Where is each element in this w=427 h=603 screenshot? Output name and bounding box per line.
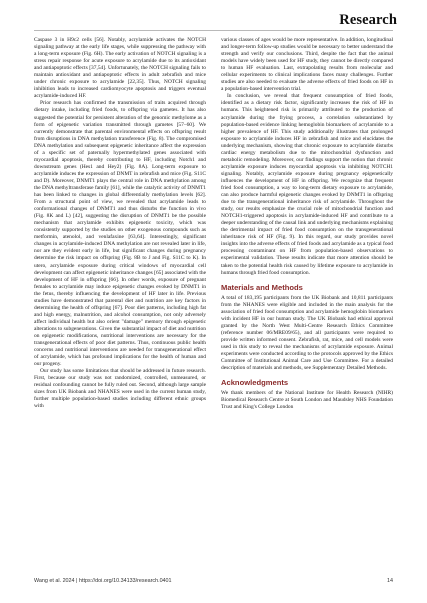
paragraph: In conclusion, we reveal that frequent consumption of fried foods, identified as a dietary risk factor, significantly increases the risk of HF in humans. This heightened risk is primarily attributed to the production of acrylamide during the frying process, a correlation substantiated by population-based evidence linking hemoglobin biomarkers of acrylamide to a higher prevalence of HF. This study additionally illustrates that prolonged exposure to acrylamide induces HF in zebrafish and mice and elucidates the underlying mechanism, showing that chronic exposure to acrylamide disturbs cardiac energy metabolism due to the mitochondrial dysfunction and metabolic remodeling. Moreover, our findings support the notion that chronic acrylamide exposure induces myocardial apoptosis via inhibiting NOTCH1 signaling. Notably, acrylamide exposure during pregnancy epigenetically influences the development of HF in offspring. We recognize that frequent fried food consumption, a way to long-term dietary exposure to acrylamide, can also produce harmful epigenetic changes evoked by DNMT1 in offspring due to the transgenerational inheritance risk of acrylamide. Throughout the study, our results emphasize the crucial role of mitochondrial function and NOTCH1-triggered apoptosis in acrylamide-induced HF and contribute to a deeper understanding of the causal link and underlying mechanisms explaining the detrimental impact of fried food consumption on the transgenerational inheritance risk of HF (Fig. 9). In this regard, our study provides novel insights into the adverse effects of fried foods and acrylamide as a typical food processing contaminant on HF from population-based observations to experimental validation. These results indicate that more attention should be taken to the potential health risk caused by lifetime exposure to acrylamide in humans through fried food consumption. <box>221 93 393 276</box>
paragraph: Caspase 3 in H9c2 cells [56]. Notably, acrylamide activates the NOTCH signaling pathway at the early life stages, while suppressing the pathway with a long-term exposure (Fig. 6H). The early activation of NOTCH signaling is a stress repair response for acute exposure to acrylamide due to its antioxidant and antiapoptotic effects [37,54]. Unfortunately, the NOTCH signaling fails to maintain antioxidant and antiapoptotic effects in adult zebrafish and mice under chronic exposure to acrylamide [22,35]. Thus, NOTCH signaling inhibition leads to increased cardiomyocyte apoptosis and triggers eventual acrylamide-induced HF. <box>34 37 206 100</box>
right-column <box>221 37 393 411</box>
page-footer <box>34 578 393 584</box>
left-column <box>34 37 206 410</box>
paragraph: Prior research has confirmed the transmission of traits acquired through dietary intake, including fried foods, to offspring via gametes. It has also suggested the potential for persistent alteration of the genomic methylome as a form of epigenetic variation transmitted through gametes [57–60]. We currently demonstrate that parental environmental effects on offspring result from disruptions in DNA methylation transference (Fig. 8). The compromised DNA methylation and subsequent epigenetic inheritance affect the expression of a specific set of paternally hypermethylated genes associated with myocardial apoptosis, thereby contributing to HF, including Notch1 and downstream genes (Hes1 and Hey2) (Fig. 8A). Long-term exposure to acrylamide induces the expression of DNMT in zebrafish and mice (Fig. S11C and D). Moreover, DNMT1 plays the central role in DNA methylation among the DNA methyltransferase family [61], while the catalytic activity of DNMT1 has been linked to changes in global differentially methylation levels [62]. From a structural point of view, we revealed that acrylamide leads to conformational changes of DNMT1 and thus disturbs the function in vivo (Fig. 8K and L) [42], suggesting the disruption of DNMT1 be the possible mechanism that acrylamide exhibits epigenetic toxicity, which was consistently supported by the studies on other exogenous compounds such as metformin, atenolol, and venlafaxine [63,64]. Interestingly, significant changes in acrylamide-induced DNA methylation are not revealed later in life, nor are they evident early in life, but significant changes during pregnancy determine the risk impact on offspring (Fig. 8B to J and Fig. S11C to K). In utero, acrylamide exposure during critical windows of myocardial cell development can affect epigenetic inheritance changes [65] associated with the development of HF in offspring [66]. In other words, exposure of pregnant females to acrylamide may induce epigenetic changes evoked by DNMT1 in the fetus, thereby influencing the development of HF later in life. Previous studies have demonstrated that parental diet and nutrition are key factors in determining the health of offspring [67]. Poor diet patterns, including high fat and high energy, malnutrition, and alcohol consumption, not only adversely affect individual health but also orient "damage" memory through epigenetic alterations to subgenerations. Given the substantial impact of diet and nutrition on epigenetic modifications, nutritional interventions are necessary for the transgenerational effects of poor diet patterns. Thus, continuous public health concerns and nutritional interventions are needed for transgenerational effect of acrylamide, which has profound implications for the health of human and our progeny. <box>34 100 206 368</box>
paragraph: various classes of ages would be more representative. In addition, longitudinal and longer-term follow-up studies would be necessary to better understand the strength and verify our conclusions. Third, despite the fact that the animal models have widely been used for HF study, they cannot be directly compared to human HF evaluation. Last, extrapolating results from molecular and cellular experiments to clinical implications faces many challenges. Further studies are also needed to evaluate the adverse effects of fried foods on HF in a population-based intervention trial. <box>221 37 393 93</box>
header-divider <box>34 30 393 31</box>
footer-citation: Wang et al. 2024 | https://doi.org/10.34133/research.0401 <box>34 578 172 584</box>
page-number: 14 <box>387 578 393 584</box>
paragraph: We thank members of the National Institute for Health Research (NIHR) Biomedical Research Centre at South London and Maudsley NHS Foundation Trust and King's College London <box>221 390 393 411</box>
section-heading-methods: Materials and Methods <box>221 282 303 292</box>
journal-title: Research <box>339 12 397 28</box>
paragraph: A total of 183,195 participants from the UK Biobank and 10,811 participants from the NHANES were eligible and included in the main analysis for the association of fried food consumption and acrylamide hemoglobin biomarkers with incident HF in our human study. The UK Biobank had ethical approval granted by the North West Multi-Centre Research Ethics Committee (reference number 06/MRE09/65), and all participants were required to provide written informed consent. Zebrafish, rat, mice, and cell models were used in this study to reveal the mechanisms of acrylamide exposure. Animal experiments were conducted according to the protocols approved by the Ethics Committee of Institutional Animal Care and Use Committee. For a detailed description of materials and methods, see Supplementary Detailed Methods. <box>221 294 393 372</box>
paragraph: Our study has some limitations that should be addressed in future research. First, because our study was not randomized, controlled, unmeasured, or residual confounding cannot be fully ruled out. Second, although large sample sizes from UK Biobank and NHANES were used in the current human study, further multiple population-based studies including different ethnic groups with <box>34 368 206 410</box>
section-heading-acknowledgments: Acknowledgments <box>221 378 289 388</box>
